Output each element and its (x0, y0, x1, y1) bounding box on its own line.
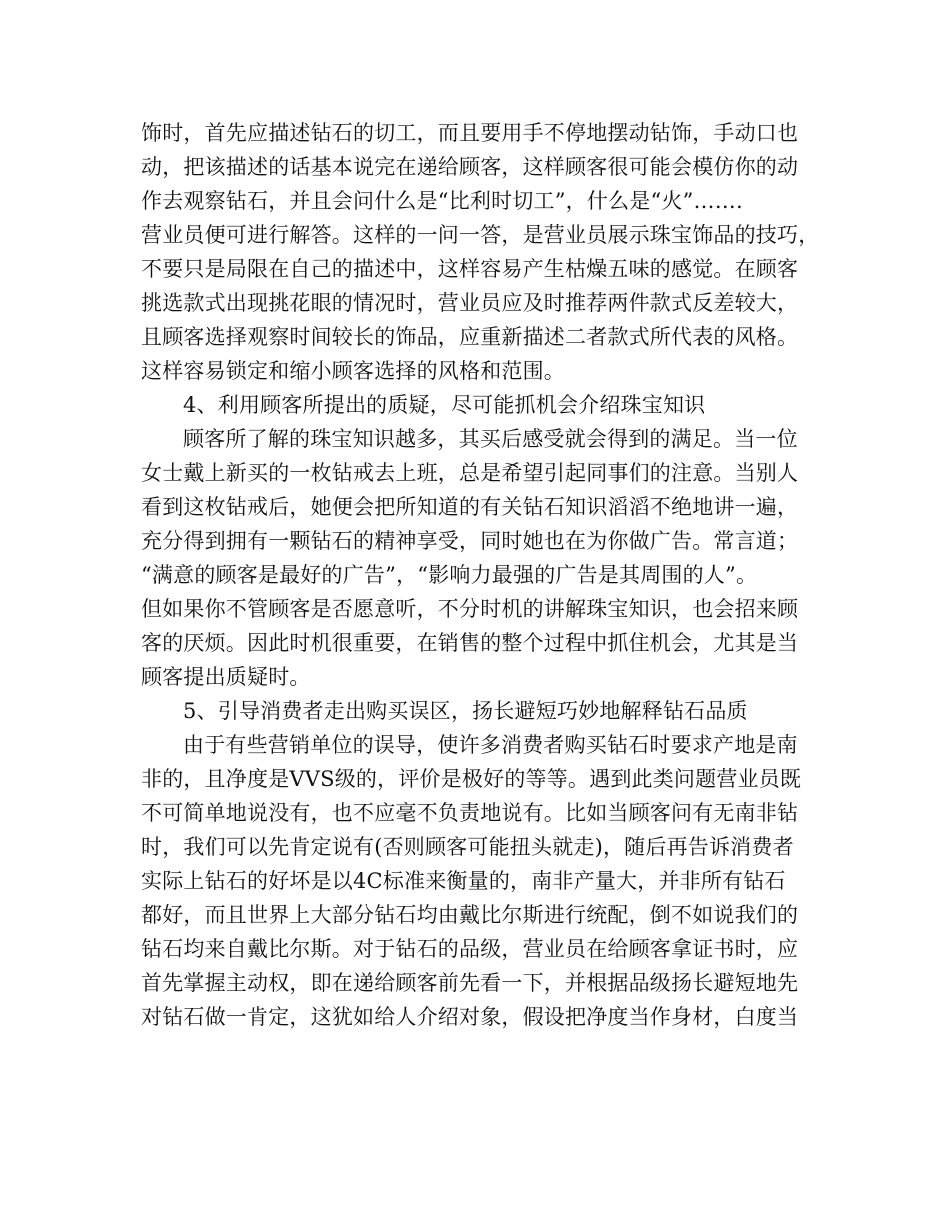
text-line: 作去观察钻石，并且会问什么是“比利时切工”，什么是“火”……. (141, 189, 743, 213)
text-line: 不要只是局限在自己的描述中，这样容易产生枯燥五味的感觉。在顾客 (141, 257, 799, 281)
text-line: 这样容易锁定和缩小顾客选择的风格和范围。 (141, 359, 565, 383)
text-line: 顾客提出质疑时。 (141, 665, 311, 689)
text-line: 都好，而且世界上大部分钻石均由戴比尔斯进行统配，倒不如说我们的 (141, 903, 799, 927)
text-line: 挑选款式出现挑花眼的情况时，营业员应及时推荐两件款式反差较大， (141, 291, 799, 315)
text-line: 看到这枚钻戒后，她便会把所知道的有关钻石知识滔滔不绝地讲一遍， (141, 495, 799, 519)
text-line: 且顾客选择观察时间较长的饰品，应重新描述二者款式所代表的风格。 (141, 325, 799, 349)
text-line: “满意的顾客是最好的广告”，“影响力最强的广告是其周围的人”。 (141, 563, 758, 587)
body-text (141, 116, 821, 1034)
text-line: 非的，且净度是VVS级的，评价是极好的等等。遇到此类问题营业员既 (141, 767, 802, 791)
text-line: 女士戴上新买的一枚钻戒去上班，总是希望引起同事们的注意。当别人 (141, 461, 799, 485)
text-line: 时，我们可以先肯定说有(否则顾客可能扭头就走)，随后再告诉消费者 (141, 835, 794, 859)
text-line: 实际上钻石的好坏是以4C标准来衡量的，南非产量大，并非所有钻石 (141, 869, 786, 893)
text-line: 动，把该描述的话基本说完在递给顾客，这样顾客很可能会模仿你的动 (141, 155, 799, 179)
text-line: 饰时，首先应描述钻石的切工，而且要用手不停地摆动钻饰，手动口也 (141, 121, 799, 145)
text-line: 不可简单地说没有，也不应毫不负责地说有。比如当顾客问有无南非钻 (141, 801, 799, 825)
section-heading: 4、利用顾客所提出的质疑，尽可能抓机会介绍珠宝知识 (183, 393, 706, 417)
text-line: 首先掌握主动权，即在递给顾客前先看一下，并根据品级扬长避短地先 (141, 971, 799, 995)
paragraph-start: 顾客所了解的珠宝知识越多，其买后感受就会得到的满足。当一位 (183, 427, 798, 451)
text-line: 充分得到拥有一颗钻石的精神享受，同时她也在为你做广告。常言道； (141, 529, 799, 553)
paragraph-start: 由于有些营销单位的误导，使许多消费者购买钻石时要求产地是南 (183, 733, 798, 757)
text-line: 钻石均来自戴比尔斯。对于钻石的品级，营业员在给顾客拿证书时，应 (141, 937, 799, 961)
text-line: 营业员便可进行解答。这样的一问一答，是营业员展示珠宝饰品的技巧， (141, 223, 820, 247)
text-line: 但如果你不管顾客是否愿意听，不分时机的讲解珠宝知识，也会招来顾 (141, 597, 799, 621)
text-line: 对钻石做一肯定，这犹如给人介绍对象，假设把净度当作身材，白度当 (141, 1005, 799, 1029)
text-line: 客的厌烦。因此时机很重要，在销售的整个过程中抓住机会，尤其是当 (141, 631, 799, 655)
section-heading: 5、引导消费者走出购买误区，扬长避短巧妙地解释钻石品质 (183, 699, 748, 723)
